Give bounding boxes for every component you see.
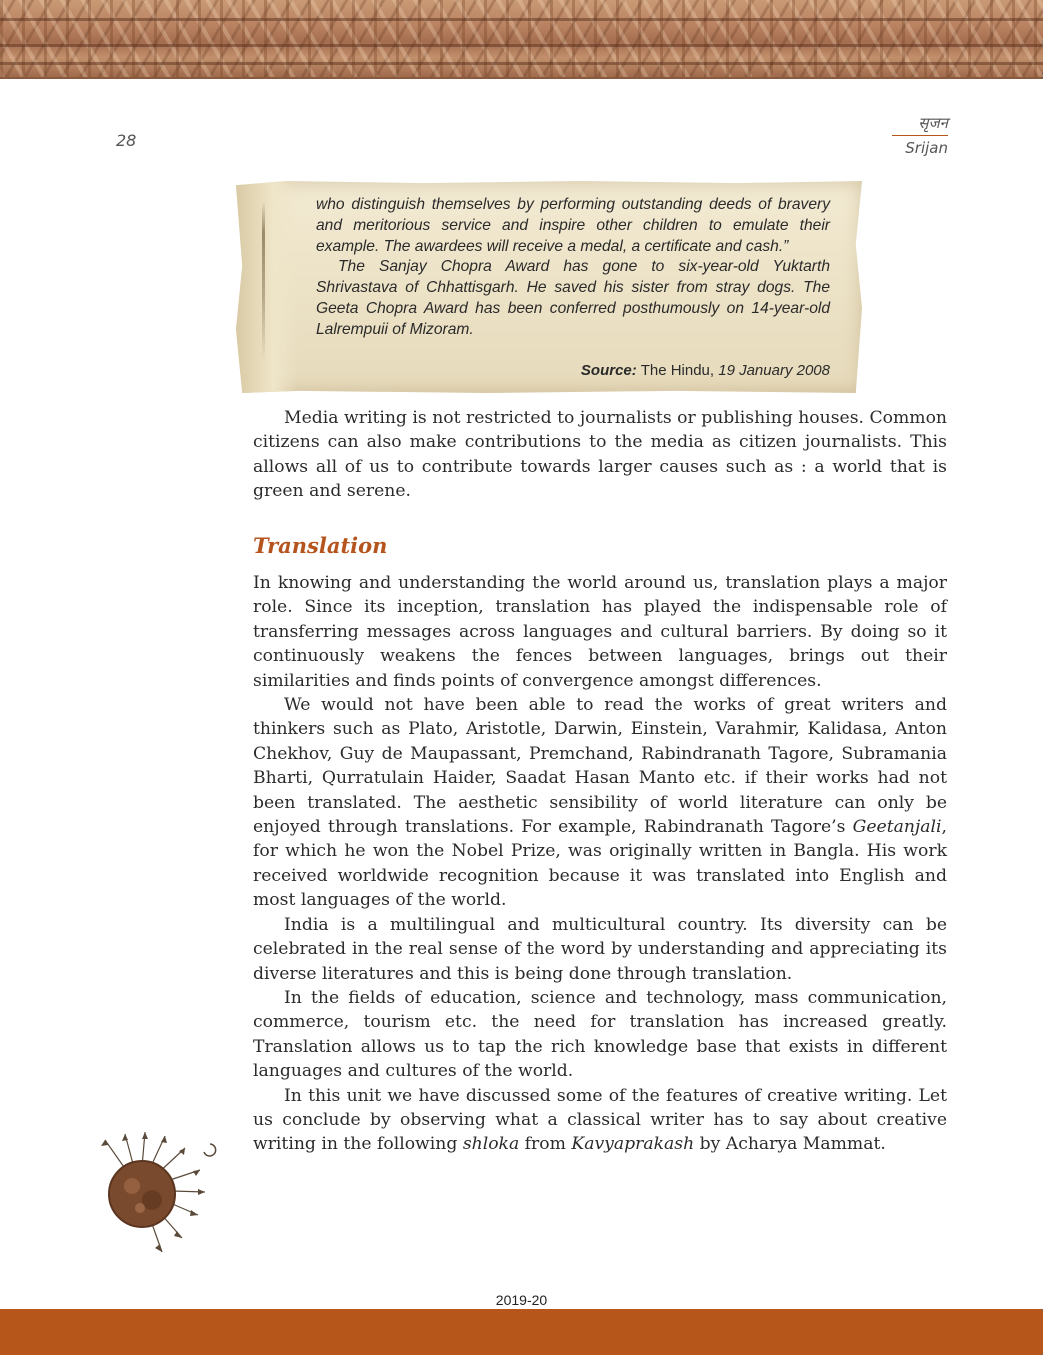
shield-and-arrows-ornament-icon [70,1130,230,1260]
footer-band [0,1309,1043,1355]
news-clipping-text [316,195,830,341]
section-heading: Translation [253,533,388,558]
paragraph-text: from [519,1134,572,1155]
paragraph-text: , for which he won the Nobel Prize, was originally written in Bangla. His work received worldwide recognition because it was translated into English and most languages of the world. [253,817,947,911]
paper-fold-mark [262,201,265,361]
book-title: Geetanjali [852,817,942,838]
translation-section-body [253,571,947,1157]
paragraph-text: by Acharya Mammat. [694,1134,886,1155]
paragraph: In the fields of education, science and technology, mass communication, commerce, tourism etc. the need for translation has increased greatly. Translation allows us to tap the rich knowledge base that exists in different languages and cultures of the world. [253,987,947,1082]
running-head-hindi: सृजन [918,114,948,132]
running-head-english: Srijan [905,139,948,157]
header-band-line [0,62,1043,65]
source-date: 19 January 2008 [718,362,830,379]
clipping-paragraph: who distinguish themselves by performing outstanding deeds of bravery and meritorious service and inspire other children to emulate their example. The awardees will receive a medal, a certificate and cash.” [316,196,830,255]
source-label: Source: [580,362,637,379]
paragraph: In knowing and understanding the world around us, translation plays a major role. Since its inception, translation has played the indispensable role of transferring messages across languages and cultural barriers. By doing so it continuously weakens the fences between languages, brings out their similarities and finds points of convergence amongst differences. [253,573,947,691]
paper-curl [236,181,298,393]
paragraph [253,1084,947,1157]
intro-paragraph-block [253,406,947,504]
paragraph [253,693,947,913]
paragraph-text: In this unit we have discussed some of the features of creative writing. Let us conclude by observing what a classical writer has to say about creative writing in the following [253,1085,947,1155]
book-title: Kavyaprakash [571,1134,695,1155]
header-band-line [0,18,1043,21]
edition-year: 2019-20 [495,1292,548,1308]
page-number: 28 [116,131,137,150]
decorative-header-band [0,0,1043,79]
paragraph: India is a multilingual and multicultural country. Its diversity can be celebrated in the real sense of the word by understanding and appreciating its diverse literatures and this is being done through translation. [253,914,947,984]
intro-paragraph: Media writing is not restricted to journalists or publishing houses. Common citizens can also make contributions to the media as citizen journalists. This allows all of us to contribute towards larger causes such as : a world that is green and serene. [253,408,947,502]
header-band-line [0,44,1043,47]
paragraph-text: We would not have been able to read the works of great writers and thinkers such as Plato, Aristotle, Darwin, Einstein, Varahmir, Kalidasa, Anton Chekhov, Guy de Maupassant, Premchand, Rabindranath Tagore, Subramania Bharti, Qurratulain Haider, Saadat Hasan Manto etc. if their works had not been translated. The aesthetic sensibility of world literature can only be enjoyed through translations. For example, Rabindranath Tagore’s [253,695,947,838]
running-head [892,113,948,157]
source-name: The Hindu, [640,362,715,379]
term-italic: shloka [462,1134,520,1155]
clipping-source [581,362,830,379]
clipping-paragraph: The Sanjay Chopra Award has gone to six-year-old Yuktarth Shrivastava of Chhattisgarh. He saved his sister from stray dogs. The Geeta Chopra Award has been conferred posthumously on 14-year-old Lalrempuii of Mizoram. [316,258,830,338]
